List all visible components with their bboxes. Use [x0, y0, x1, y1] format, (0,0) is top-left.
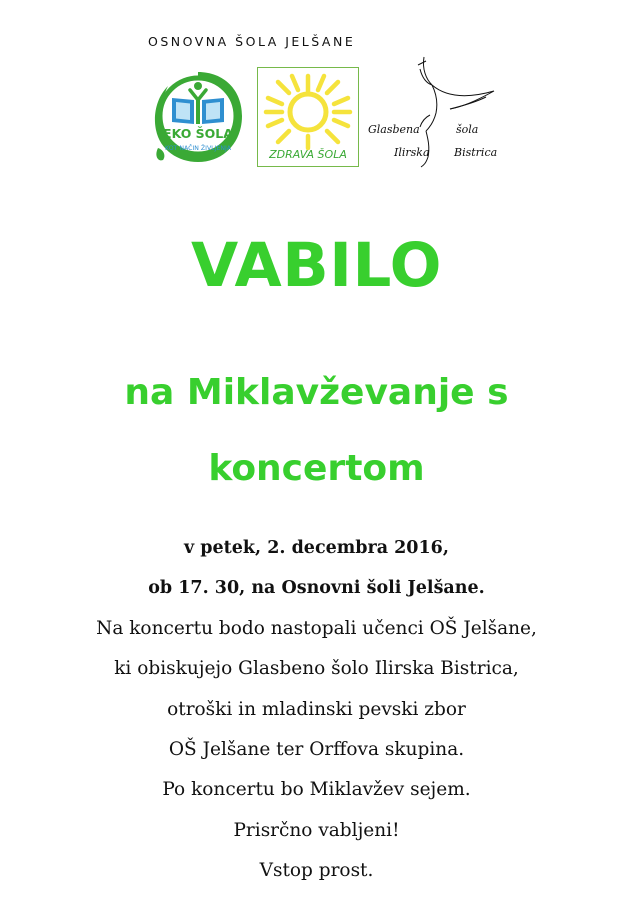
body-line: OŠ Jelšane ter Orffova skupina. [168, 738, 465, 760]
entry-note: Vstop prost. [259, 860, 374, 882]
glasbena-text-2-left: Ilirska [394, 146, 430, 159]
invitation-body [0, 528, 633, 892]
eko-sola-logo [150, 68, 246, 168]
glasbena-text-2-right: Bistrica [454, 146, 498, 159]
eko-logo-tagline: KOT NAČIN ŽIVLJENJA [165, 145, 231, 152]
glasbena-text-1-left: Glasbena [368, 123, 420, 136]
eko-logo-title: EKO ŠOLA [163, 126, 233, 141]
zdrava-sola-logo [257, 67, 359, 167]
body-line: otroški in mladinski pevski zbor [167, 698, 466, 720]
invitation-subtitle-line-2: koncertom [208, 448, 425, 489]
school-name: OSNOVNA ŠOLA JELŠANE [148, 34, 356, 49]
body-line: ki obiskujejo Glasbeno šolo Ilirska Bistrica, [114, 658, 519, 680]
body-line: Po koncertu bo Miklavžev sejem. [162, 779, 471, 801]
glasbena-text-1-right: šola [456, 123, 479, 136]
body-line: Na koncertu bodo nastopali učenci OŠ Jelšane, [96, 617, 537, 639]
zdrava-logo-title: ZDRAVA ŠOLA [269, 148, 347, 161]
closing-greeting: Prisrčno vabljeni! [233, 819, 400, 841]
event-date: v petek, 2. decembra 2016, [184, 538, 449, 558]
event-time-location: ob 17. 30, na Osnovni šoli Jelšane. [148, 578, 485, 599]
invitation-subtitle-line-1: na Miklavževanje s [124, 372, 509, 413]
glasbena-sola-logo [366, 55, 506, 170]
invitation-title: VABILO [190, 230, 443, 301]
